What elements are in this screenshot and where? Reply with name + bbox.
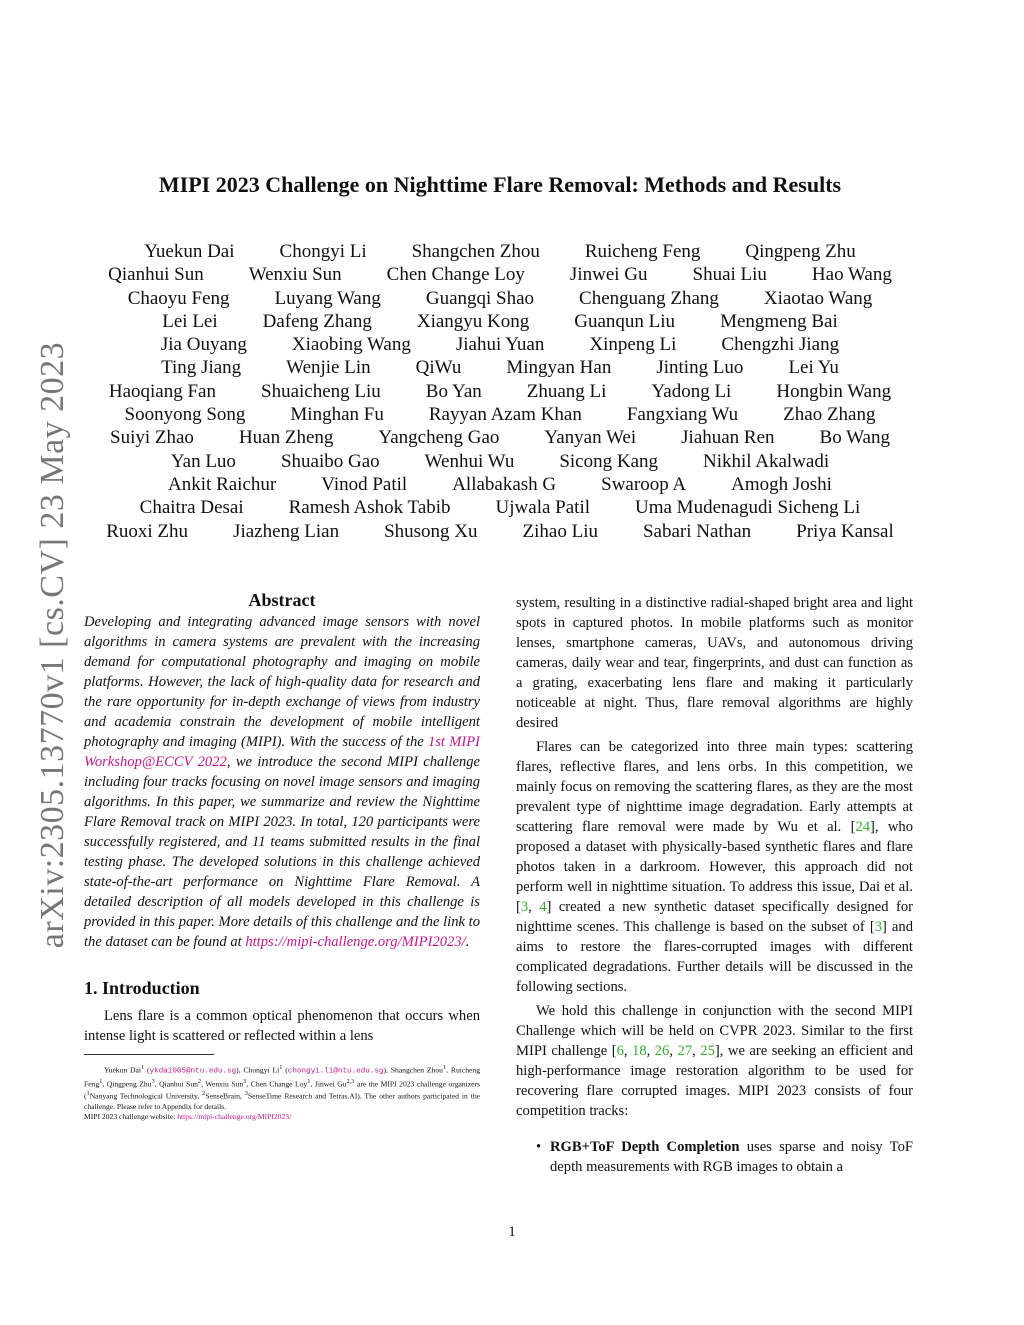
challenge-link[interactable]: https://mipi-challenge.org/MIPI2023/ <box>245 934 466 950</box>
bullet-icon: • <box>536 1139 542 1155</box>
fn-text: MIPI 2023 challenge website: <box>84 1111 178 1121</box>
fn-sup: 2,3 <box>346 1077 355 1085</box>
body-paragraph <box>516 1001 913 1121</box>
author-name: Xiaotao Wang <box>763 287 873 309</box>
author-name: Mingyan Han <box>506 357 612 379</box>
arxiv-sidebar <box>33 341 73 949</box>
author-name: Priya Kansal <box>796 520 894 542</box>
body-paragraph: system, resulting in a distinctive radial-shaped bright area and light spots in captured photos. In mobile platforms such as monitor lenses, smartphone cameras, UAVs, and autonomous driving cameras, daily wear and tear, fingerprints, and dust can function as a grating, exacerbating lens flare and making it particularly noticeable at night. Thus, flare removal algorithms are highly desired <box>516 595 913 731</box>
paper-title: MIPI 2023 Challenge on Nighttime Flare Removal: Methods and Results <box>158 172 842 197</box>
author-row <box>95 240 905 263</box>
author-name: Dafeng Zhang <box>262 310 372 332</box>
author-name: Qianhui Sun <box>108 264 204 286</box>
fn-sup: 1 <box>442 1064 447 1071</box>
author-name: Chongyi Li <box>279 241 367 262</box>
fn-sup: 3 <box>243 1077 247 1085</box>
fn-sup: 1 <box>307 1077 311 1085</box>
fn-text: ( <box>282 1065 288 1075</box>
author-name: Zihao Liu <box>522 520 598 542</box>
author-name: Ankit Raichur <box>168 473 277 495</box>
author-name: Wenjie Lin <box>286 357 371 379</box>
fn-sup: 3 <box>151 1077 155 1085</box>
author-name: Chaoyu Feng <box>127 287 230 309</box>
workshop-link[interactable]: 1st MIPI Workshop@ECCV 2022 <box>84 734 480 770</box>
author-name: Lei Lei <box>162 310 218 332</box>
citation-link[interactable]: 26 <box>654 1043 670 1059</box>
citation-link[interactable]: 3 <box>874 919 882 935</box>
author-row <box>95 287 905 310</box>
fn-text: , Wenxiu Sun <box>201 1079 244 1089</box>
citation-link[interactable]: 27 <box>677 1043 693 1059</box>
footnote-authors <box>84 1063 480 1112</box>
abstract-text: Developing and integrating advanced image sensors with novel algorithms in camera systems are prevalent with the increasing demand for computational photography and imaging on mobile platforms. However, the lack of high-quality data for research and the rare opportunity for in-depth exchange of views from industry and academia constrain the development of mobile intelligent photography and imaging (MIPI). With the success of the <box>84 614 480 750</box>
arxiv-identifier: arXiv:2305.13770v1 [cs.CV] 23 May 2023 <box>34 341 71 949</box>
author-name: Lei Yu <box>788 357 839 379</box>
citation-link[interactable]: 6 <box>616 1043 624 1059</box>
fn-sup: 1 <box>99 1077 103 1085</box>
body-text: , <box>692 1043 701 1059</box>
footnote-rule <box>84 1054 214 1055</box>
author-name: Yadong Li <box>651 380 732 402</box>
body-text: , <box>669 1043 678 1059</box>
author-name: Huan Zheng <box>238 427 334 449</box>
author-name: Suiyi Zhao <box>110 427 194 449</box>
citation-link[interactable]: 3 <box>520 899 529 915</box>
fn-text: , Ruicheng Feng <box>84 1065 480 1089</box>
author-name: Shuaicheng Liu <box>261 380 381 402</box>
author-name: Minghan Fu <box>290 404 384 426</box>
fn-sup: 1 <box>279 1064 283 1071</box>
author-name: Wenxiu Sun <box>248 264 342 286</box>
body-text: Flares can be categorized into three main types: scattering flares, reflective flares, and lens orbs. In this competition, we mainly focus on removing the scattering flares, as they are the most prevalent type of nighttime image degradation. Early attempts at scattering flare removal were made by Wu et al. [ <box>516 739 913 835</box>
author-name: Ujwala Patil <box>495 497 590 519</box>
author-name: Bo Yan <box>425 380 482 402</box>
author-name: Rayyan Azam Khan <box>428 404 582 426</box>
body-text: ] and aims to restore the flares-corrupted images with different complicated degradations. Further details will be discussed in the following sections. <box>516 919 913 995</box>
email-link[interactable]: ykdai005@ntu.edu.sg <box>149 1067 237 1076</box>
author-name: Chengzhi Jiang <box>721 334 840 356</box>
fn-sup: 3 <box>244 1090 248 1098</box>
author-name: Mengmeng Bai <box>720 310 838 332</box>
author-name: Xinpeng Li <box>589 334 677 356</box>
author-row <box>95 263 905 286</box>
author-name: Yan Luo <box>170 450 236 472</box>
abstract-heading: Abstract <box>248 590 316 610</box>
author-name: Jinwei Gu <box>569 264 648 286</box>
author-name: Jiahui Yuan <box>455 334 545 356</box>
author-name: Zhao Zhang <box>783 404 876 426</box>
author-name: Xiaobing Wang <box>291 334 411 356</box>
fn-sup: 2 <box>197 1077 202 1085</box>
author-row <box>95 380 905 403</box>
author-name: Wenhui Wu <box>424 450 515 472</box>
abstract-body <box>84 612 480 952</box>
citation-link[interactable]: 18 <box>632 1043 647 1059</box>
fn-text: Yuekun Dai <box>104 1065 142 1075</box>
citation-link[interactable]: 25 <box>700 1043 715 1059</box>
author-name: Amogh Joshi <box>731 473 832 495</box>
author-name: Yuekun Dai <box>144 241 235 262</box>
body-text: , <box>528 899 540 915</box>
fn-text: Nanyang Technological University, <box>89 1091 203 1101</box>
page-number: 1 <box>508 1224 516 1240</box>
author-name: QiWu <box>415 357 462 379</box>
citation-link[interactable]: 24 <box>855 819 871 835</box>
author-name: Jia Ouyang <box>160 334 247 356</box>
author-name: Guangqi Shao <box>425 287 535 309</box>
author-name: Ruoxi Zhu <box>106 520 189 542</box>
author-name: Shusong Xu <box>384 520 478 542</box>
abstract-text: . <box>465 934 470 950</box>
fn-text: , Jinwei Gu <box>310 1079 347 1089</box>
fn-text: ), Chongyi Li <box>236 1065 280 1075</box>
fn-text: , Chen Change Loy <box>246 1079 308 1089</box>
fn-text: ( <box>144 1065 150 1075</box>
author-name: Jiahuan Ren <box>681 427 775 449</box>
body-text: ], we are seeking an efficient and high-performance image restoration algorithm to be used for recovering flare corrupted images. MIPI 2023 consists of four competition tracks: <box>516 1043 914 1119</box>
author-name: Vinod Patil <box>321 473 408 495</box>
author-row <box>95 310 905 333</box>
bullet-title: RGB+ToF Depth Completion <box>550 1139 740 1155</box>
fn-text: SenseBrain, <box>205 1091 245 1101</box>
author-row <box>95 333 905 356</box>
author-name: Yangcheng Gao <box>378 427 500 449</box>
author-row <box>95 403 905 426</box>
author-name: Hao Wang <box>811 264 892 286</box>
author-row <box>95 520 905 543</box>
body-text: , <box>623 1043 633 1059</box>
email-link[interactable]: chongyi.li@ntu.edu.sg <box>287 1067 384 1076</box>
author-name: Ting Jiang <box>161 357 242 379</box>
author-name: Zhuang Li <box>526 380 607 402</box>
footnote <box>84 1063 480 1122</box>
author-name: Shangchen Zhou <box>411 241 540 262</box>
body-paragraph <box>516 737 913 997</box>
author-name: Xiangyu Kong <box>416 310 530 332</box>
author-name: Yanyan Wei <box>544 427 637 449</box>
fn-sup: 2 <box>202 1090 206 1098</box>
author-name: Soonyong Song <box>124 404 246 426</box>
section-heading-introduction: 1. Introduction <box>84 978 200 998</box>
body-text: ], who proposed a dataset with physically-based synthetic flares and flare photos taken in a darkroom. However, this approach did not perform well in nighttime situation. To address this issue, Dai et al. [ <box>516 819 913 915</box>
author-name: Jiazheng Lian <box>233 520 340 542</box>
author-name: Shuai Liu <box>692 264 767 286</box>
author-name: Fangxiang Wu <box>626 404 739 426</box>
fn-text: , Qingpeng Zhu <box>102 1079 152 1089</box>
author-name: Sicong Kang <box>559 450 659 472</box>
author-row <box>95 496 905 519</box>
author-name: Hongbin Wang <box>776 380 892 402</box>
author-list <box>95 240 905 543</box>
body-text: , <box>646 1043 655 1059</box>
fn-text: ), Shangchen Zhou <box>383 1065 443 1075</box>
right-column <box>516 593 913 1177</box>
author-row <box>95 473 905 496</box>
body-text: ] created a new synthetic dataset specifically designed for nighttime scenes. This challenge is based on the subset of [ <box>516 899 914 935</box>
citation-link[interactable]: 4 <box>539 899 547 915</box>
fn-text: , Qianhui Sun <box>154 1079 198 1089</box>
author-name: Jinting Luo <box>656 357 744 379</box>
author-name: Uma Mudenagudi Sicheng Li <box>635 497 861 519</box>
author-name: Haoqiang Fan <box>108 380 216 402</box>
author-name: Chenguang Zhang <box>579 287 719 309</box>
fn-sup: 1 <box>86 1090 90 1098</box>
author-name: Allabakash G <box>452 473 557 495</box>
fn-text: SenseTime Research and Tetras.AI). The other authors participated in the challenge. Please refer to Appendix for details. <box>84 1091 480 1111</box>
author-name: Nikhil Akalwadi <box>703 450 830 472</box>
track-bullet <box>516 1137 913 1177</box>
website-link[interactable]: https://mipi-challenge.org/MIPI2023/ <box>177 1111 292 1121</box>
author-row <box>95 356 905 379</box>
fn-sup: 1 <box>141 1064 145 1071</box>
author-name: Ruicheng Feng <box>584 241 701 262</box>
author-name: Luyang Wang <box>274 287 381 309</box>
author-row <box>95 450 905 473</box>
author-name: Qingpeng Zhu <box>745 241 856 262</box>
author-name: Chaitra Desai <box>139 497 244 519</box>
author-row <box>95 426 905 449</box>
body-text: We hold this challenge in conjunction with the second MIPI Challenge which will be held on CVPR 2023. Similar to the first MIPI challenge [ <box>516 1003 913 1059</box>
left-column <box>84 590 480 1122</box>
author-name: Bo Wang <box>819 427 890 449</box>
author-name: Chen Change Loy <box>386 264 525 286</box>
intro-paragraph: Lens flare is a common optical phenomenon that occurs when intense light is scattered or reflected within a lens <box>84 1008 480 1044</box>
author-name: Swaroop A <box>601 473 687 495</box>
footnote-website <box>84 1112 480 1122</box>
author-name: Ramesh Ashok Tabib <box>288 497 451 519</box>
bullet-text: uses sparse and noisy ToF depth measurements with RGB images to obtain a <box>550 1139 913 1175</box>
fn-text: are the MIPI 2023 challenge organizers ( <box>84 1079 480 1101</box>
author-name: Shuaibo Gao <box>280 450 380 472</box>
abstract-text: , we introduce the second MIPI challenge including four tracks focusing on novel image sensors and imaging algorithms. In this paper, we summarize and review the Nighttime Flare Removal track on MIPI 2023. In total, 120 participants were successfully registered, and 11 teams submitted results in the final testing phase. The developed solutions in this challenge achieved state-of-the-art performance on Nighttime Flare Removal. A detailed description of all models developed in this challenge is provided in this paper. More details of this challenge and the link to the dataset can be found at <box>84 754 480 950</box>
author-name: Sabari Nathan <box>642 520 752 542</box>
author-name: Guanqun Liu <box>574 310 676 332</box>
